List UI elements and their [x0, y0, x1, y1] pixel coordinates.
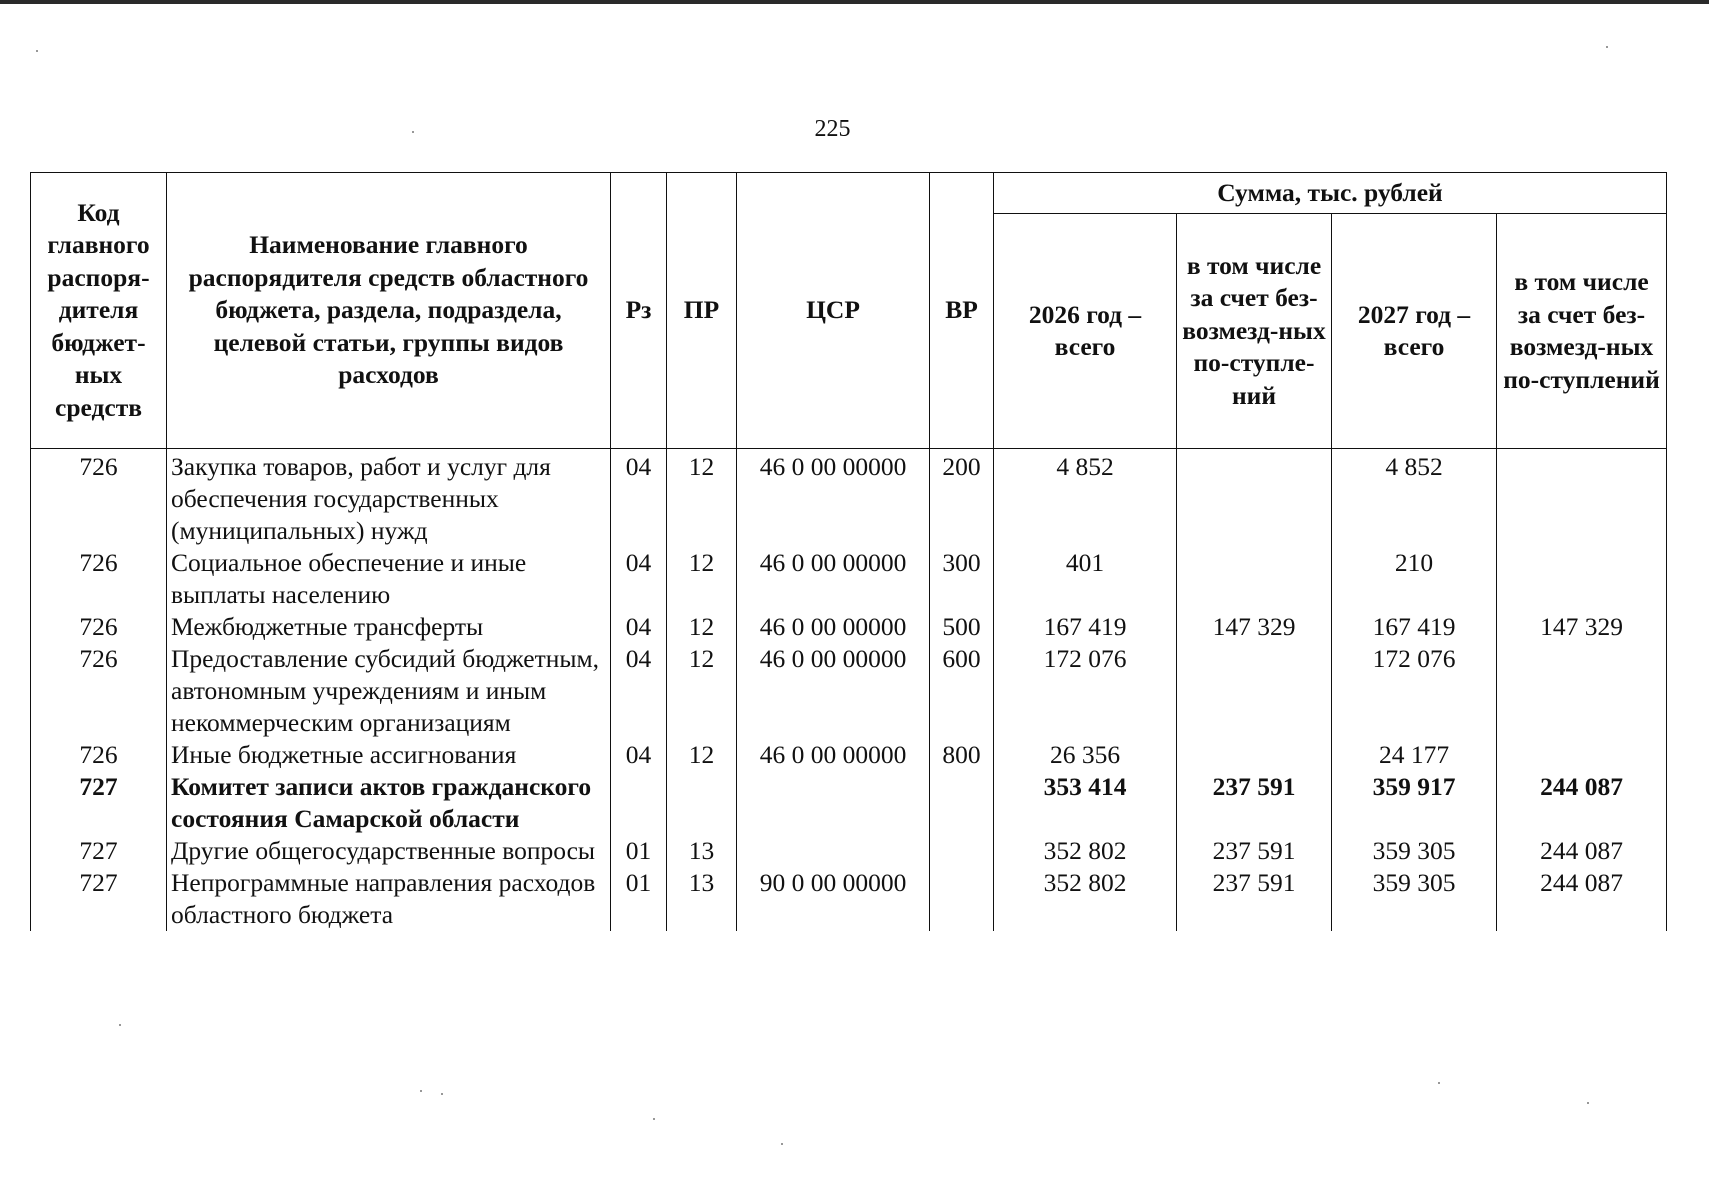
cell-gratis-2027 — [1497, 449, 1667, 548]
cell-name: Комитет записи актов гражданского состояния Самарской области — [167, 771, 611, 835]
cell-gratis-2026: 237 591 — [1177, 867, 1332, 931]
cell-csr: 46 0 00 00000 — [737, 739, 930, 771]
table-row — [31, 547, 1667, 611]
cell-pr: 12 — [667, 739, 737, 771]
cell-gratis-2027: 244 087 — [1497, 867, 1667, 931]
cell-pr: 12 — [667, 643, 737, 739]
cell-gratis-2027: 244 087 — [1497, 835, 1667, 867]
header-2026-total: 2026 год – всего — [994, 214, 1177, 449]
scan-speck — [1438, 1082, 1440, 1084]
cell-pr: 13 — [667, 867, 737, 931]
cell-rz: 01 — [611, 835, 667, 867]
table-row — [31, 771, 1667, 835]
cell-vr: 500 — [930, 611, 994, 643]
header-sum-group: Сумма, тыс. рублей — [994, 173, 1667, 214]
scan-speck — [1606, 46, 1608, 48]
cell-gratis-2027 — [1497, 643, 1667, 739]
cell-code: 727 — [31, 771, 167, 835]
cell-sum-2027: 4 852 — [1332, 449, 1497, 548]
cell-csr: 90 0 00 00000 — [737, 867, 930, 931]
header-rz: Рз — [611, 173, 667, 449]
cell-rz — [611, 771, 667, 835]
budget-table — [30, 172, 1667, 931]
scan-speck — [119, 1024, 121, 1026]
cell-gratis-2026 — [1177, 547, 1332, 611]
cell-sum-2026: 172 076 — [994, 643, 1177, 739]
cell-sum-2026: 401 — [994, 547, 1177, 611]
cell-name: Закупка товаров, работ и услуг для обеспечения государственных (муниципальных) нужд — [167, 449, 611, 548]
cell-sum-2026: 352 802 — [994, 867, 1177, 931]
cell-gratis-2027: 244 087 — [1497, 771, 1667, 835]
cell-sum-2027: 210 — [1332, 547, 1497, 611]
cell-rz: 04 — [611, 449, 667, 548]
cell-gratis-2026: 147 329 — [1177, 611, 1332, 643]
cell-gratis-2026 — [1177, 643, 1332, 739]
cell-rz: 04 — [611, 611, 667, 643]
table-row — [31, 867, 1667, 931]
cell-name: Другие общегосударственные вопросы — [167, 835, 611, 867]
cell-name: Социальное обеспечение и иные выплаты населению — [167, 547, 611, 611]
cell-code: 727 — [31, 835, 167, 867]
cell-rz: 04 — [611, 739, 667, 771]
cell-pr: 12 — [667, 547, 737, 611]
cell-csr — [737, 771, 930, 835]
table-row — [31, 449, 1667, 548]
cell-sum-2026: 353 414 — [994, 771, 1177, 835]
scan-top-edge — [0, 0, 1709, 4]
cell-csr: 46 0 00 00000 — [737, 643, 930, 739]
header-csr: ЦСР — [737, 173, 930, 449]
cell-sum-2026: 26 356 — [994, 739, 1177, 771]
cell-csr: 46 0 00 00000 — [737, 449, 930, 548]
page-number: 225 — [814, 116, 851, 142]
scan-speck — [441, 1093, 443, 1095]
cell-gratis-2026: 237 591 — [1177, 771, 1332, 835]
table-row — [31, 835, 1667, 867]
cell-vr — [930, 835, 994, 867]
header-2027-gratis: в том числе за счет без-возмезд-ных по-ступлений — [1497, 214, 1667, 449]
table-row — [31, 643, 1667, 739]
scan-speck — [1587, 1102, 1589, 1104]
scan-speck — [781, 1143, 783, 1145]
cell-pr — [667, 771, 737, 835]
cell-code: 727 — [31, 867, 167, 931]
cell-gratis-2027: 147 329 — [1497, 611, 1667, 643]
cell-gratis-2026 — [1177, 739, 1332, 771]
table-body — [31, 449, 1667, 932]
cell-code: 726 — [31, 739, 167, 771]
cell-vr — [930, 867, 994, 931]
cell-code: 726 — [31, 449, 167, 548]
scan-speck — [36, 50, 38, 52]
cell-rz: 04 — [611, 547, 667, 611]
cell-vr: 300 — [930, 547, 994, 611]
scan-speck — [420, 1090, 422, 1092]
cell-pr: 12 — [667, 611, 737, 643]
cell-sum-2027: 167 419 — [1332, 611, 1497, 643]
cell-pr: 12 — [667, 449, 737, 548]
cell-name: Предоставление субсидий бюджетным, автономным учреждениям и иным некоммерческим организациям — [167, 643, 611, 739]
cell-name: Иные бюджетные ассигнования — [167, 739, 611, 771]
cell-code: 726 — [31, 611, 167, 643]
cell-name: Непрограммные направления расходов областного бюджета — [167, 867, 611, 931]
cell-gratis-2026 — [1177, 449, 1332, 548]
cell-sum-2027: 172 076 — [1332, 643, 1497, 739]
cell-code: 726 — [31, 547, 167, 611]
header-2026-gratis: в том числе за счет без-возмезд-ных по-ступле-ний — [1177, 214, 1332, 449]
cell-gratis-2027 — [1497, 739, 1667, 771]
table-header — [31, 173, 1667, 449]
cell-pr: 13 — [667, 835, 737, 867]
cell-rz: 04 — [611, 643, 667, 739]
cell-sum-2027: 359 305 — [1332, 835, 1497, 867]
header-code: Код главного распоря-дителя бюджет-ных средств — [31, 173, 167, 449]
header-2027-total: 2027 год – всего — [1332, 214, 1497, 449]
header-name: Наименование главного распорядителя средств областного бюджета, раздела, подраздела, целевой статьи, группы видов расходов — [167, 173, 611, 449]
cell-rz: 01 — [611, 867, 667, 931]
cell-sum-2027: 359 305 — [1332, 867, 1497, 931]
cell-csr: 46 0 00 00000 — [737, 611, 930, 643]
cell-sum-2027: 359 917 — [1332, 771, 1497, 835]
cell-csr: 46 0 00 00000 — [737, 547, 930, 611]
cell-gratis-2026: 237 591 — [1177, 835, 1332, 867]
cell-csr — [737, 835, 930, 867]
cell-vr: 800 — [930, 739, 994, 771]
header-vr: ВР — [930, 173, 994, 449]
cell-gratis-2027 — [1497, 547, 1667, 611]
scan-speck — [653, 1118, 655, 1120]
cell-code: 726 — [31, 643, 167, 739]
cell-vr — [930, 771, 994, 835]
table-row — [31, 611, 1667, 643]
table-row — [31, 739, 1667, 771]
cell-sum-2027: 24 177 — [1332, 739, 1497, 771]
cell-vr: 200 — [930, 449, 994, 548]
cell-vr: 600 — [930, 643, 994, 739]
scan-speck — [412, 131, 414, 133]
cell-sum-2026: 352 802 — [994, 835, 1177, 867]
cell-sum-2026: 4 852 — [994, 449, 1177, 548]
header-pr: ПР — [667, 173, 737, 449]
cell-name: Межбюджетные трансферты — [167, 611, 611, 643]
cell-sum-2026: 167 419 — [994, 611, 1177, 643]
